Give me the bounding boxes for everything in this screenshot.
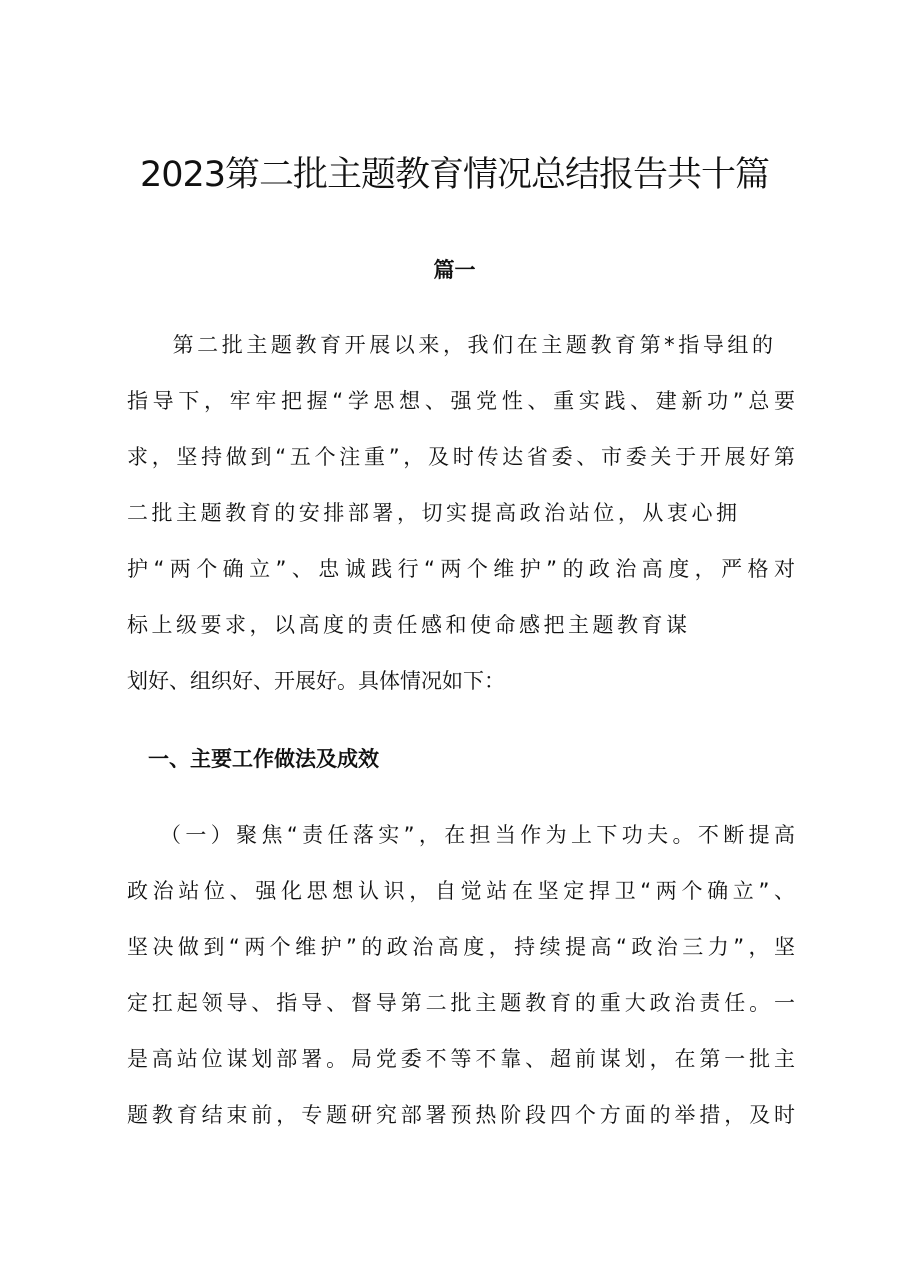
paragraph-line: （一）聚焦“责任落实”，在担当作为上下功夫。不断提高	[160, 823, 795, 847]
paragraph-line: 二批主题教育的安排部署，切实提高政治站位，从衷心拥	[127, 501, 737, 525]
paragraph-line: 定扛起领导、指导、督导第二批主题教育的重大政治责任。一	[127, 991, 795, 1015]
subheading: 一、主要工作做法及成效	[148, 747, 379, 771]
document-title: 2023第二批主题教育情况总结报告共十篇	[139, 155, 770, 195]
paragraph-line: 政治站位、强化思想认识，自觉站在坚定捍卫“两个确立”、	[127, 879, 795, 903]
paragraph-line: 划好、组织好、开展好。具体情况如下：	[127, 669, 505, 693]
paragraph-line: 求，坚持做到“五个注重”，及时传达省委、市委关于开展好第	[127, 445, 795, 469]
section-heading: 篇一	[433, 258, 476, 282]
paragraph-line: 是高站位谋划部署。局党委不等不靠、超前谋划，在第一批主	[127, 1047, 795, 1071]
paragraph-line: 题教育结束前，专题研究部署预热阶段四个方面的举措，及时	[127, 1103, 795, 1127]
paragraph-line: 指导下，牢牢把握“学思想、强党性、重实践、建新功”总要	[127, 389, 795, 413]
paragraph-line: 护“两个确立”、忠诚践行“两个维护”的政治高度，严格对	[127, 557, 795, 581]
paragraph-line: 标上级要求，以高度的责任感和使命感把主题教育谋	[127, 613, 687, 637]
paragraph-line: 坚决做到“两个维护”的政治高度，持续提高“政治三力”，坚	[127, 935, 795, 959]
paragraph-line: 第二批主题教育开展以来，我们在主题教育第*指导组的	[148, 333, 773, 357]
